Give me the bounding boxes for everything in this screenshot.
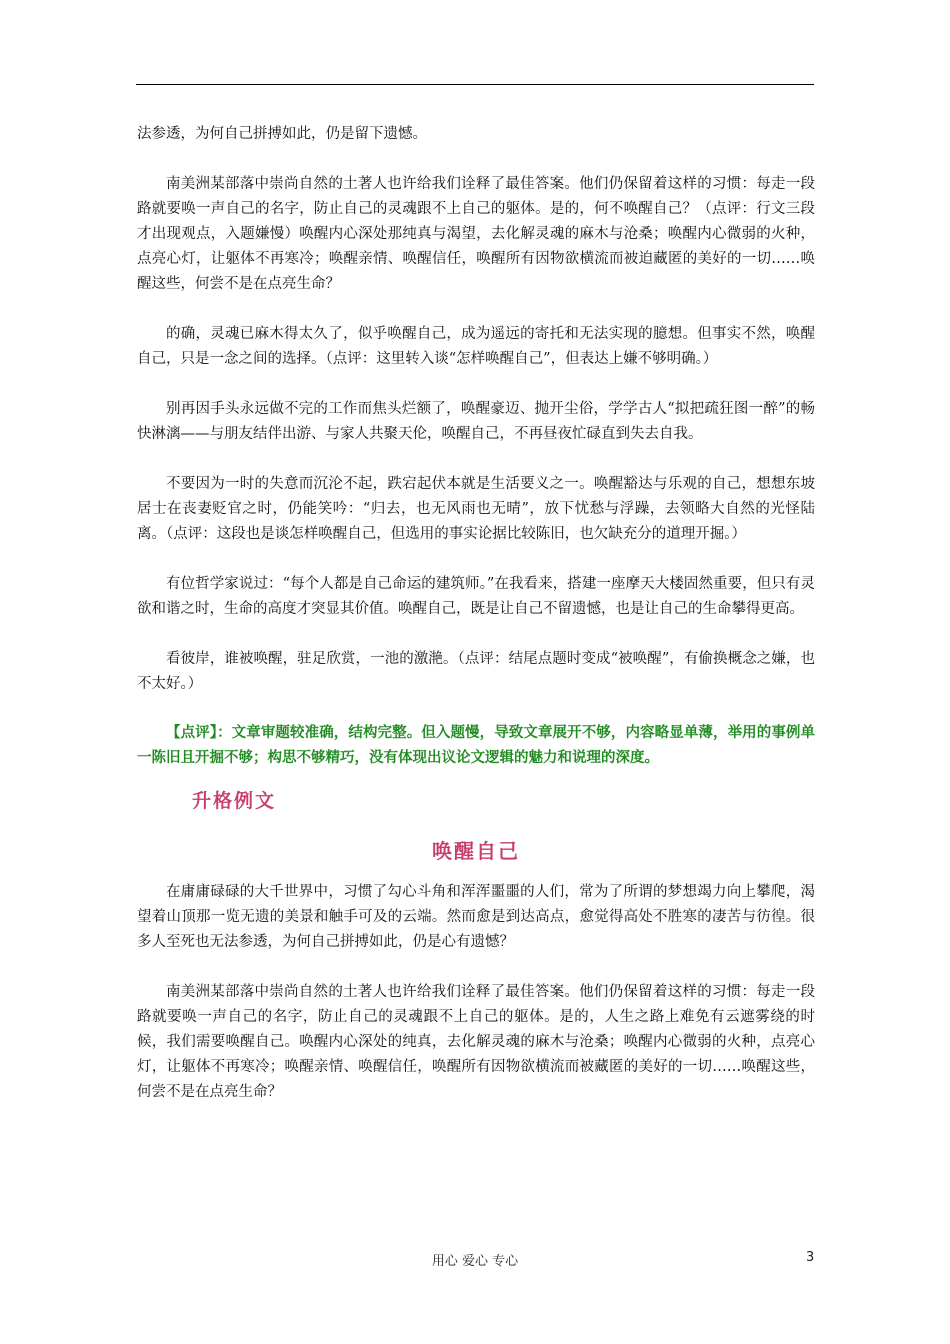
comment-tag: 【点评】: [166, 725, 218, 741]
paragraph: 看彼岸，谁被唤醒，驻足欣赏，一池的激滟。（点评：结尾点题时变成“被唤醒”，有偷换概念之嫌，也不太好。）: [137, 651, 815, 692]
paragraph: 在庸庸碌碌的大千世界中，习惯了勾心斗角和浑浑噩噩的人们，常为了所谓的梦想竭力向上攀爬，渴望着山顶那一览无遗的美景和触手可及的云端。然而愈是到达高点，愈觉得高处不胜寒的凄苦与彷徨。很多人至死也无法参透，为何自己拼搏如此，仍是心有遗憾？: [137, 883, 815, 950]
essay-title: 唤醒自己: [432, 838, 520, 863]
header-rule: [136, 84, 814, 85]
paragraph: 别再因手头永远做不完的工作而焦头烂额了，唤醒豪迈、抛开尘俗，学学古人“拟把疏狂图一醉”的畅快淋漓——与朋友结伴出游、与家人共聚天伦，唤醒自己，不再昼夜忙碌直到失去自我。: [137, 401, 815, 442]
paragraph: 南美洲某部落中崇尚自然的土著人也许给我们诠释了最佳答案。他们仍保留着这样的习惯：每走一段路就要唤一声自己的名字，防止自己的灵魂跟不上自己的躯体。是的，何不唤醒自己？（点评：行文三段才出现观点，入题嫌慢）唤醒内心深处那纯真与渴望，去化解灵魂的麻木与沧桑；唤醒内心微弱的火种，点亮心灯，让躯体不再寒冷；唤醒亲情、唤醒信任，唤醒所有因物欲横流而被迫藏匿的美好的一切……唤醒这些，何尝不是在点亮生命？: [137, 176, 815, 292]
page-footer: 用心 爱心 专心: [431, 1254, 519, 1269]
paragraph: 的确，灵魂已麻木得太久了，似乎唤醒自己，成为遥远的寄托和无法实现的臆想。但事实不然，唤醒自己，只是一念之间的选择。（点评：这里转入谈“怎样唤醒自己”，但表达上嫌不够明确。）: [137, 326, 815, 367]
document-body: [137, 122, 815, 1105]
paragraph: 法参透，为何自己拼搏如此，仍是留下遗憾。: [137, 126, 427, 142]
page-number: 3: [806, 1250, 815, 1265]
comment-text: ：文章审题较准确，结构完整。但入题慢，导致文章展开不够，内容略显单薄，举用的事例单一陈旧且开掘不够；构思不够精巧，没有体现出议论文逻辑的魅力和说理的深度。: [137, 725, 815, 766]
section-heading: 升格例文: [192, 789, 277, 812]
teacher-comment: [137, 721, 815, 771]
paragraph: 不要因为一时的失意而沉沦不起，跌宕起伏本就是生活要义之一。唤醒豁达与乐观的自己，想想东坡居士在丧妻贬官之时，仍能笑吟：“归去，也无风雨也无晴”，放下忧愁与浮躁，去领略大自然的光怪陆离。（点评：这段也是谈怎样唤醒自己，但选用的事实论据比较陈旧，也欠缺充分的道理开掘。）: [137, 476, 815, 542]
paragraph: 有位哲学家说过：“每个人都是自己命运的建筑师。”在我看来，搭建一座摩天大楼固然重要，但只有灵欲和谐之时，生命的高度才突显其价值。唤醒自己，既是让自己不留遗憾，也是让自己的生命攀得更高。: [137, 576, 815, 617]
paragraph: 南美洲某部落中崇尚自然的土著人也许给我们诠释了最佳答案。他们仍保留着这样的习惯：每走一段路就要唤一声自己的名字，防止自己的灵魂跟不上自己的躯体。是的，人生之路上难免有云遮雾绕的时候，我们需要唤醒自己。唤醒内心深处的纯真，去化解灵魂的麻木与沧桑；唤醒内心微弱的火种，点亮心灯，让躯体不再寒冷；唤醒亲情、唤醒信任，唤醒所有因物欲横流而被藏匿的美好的一切……唤醒这些，何尝不是在点亮生命？: [137, 983, 815, 1100]
